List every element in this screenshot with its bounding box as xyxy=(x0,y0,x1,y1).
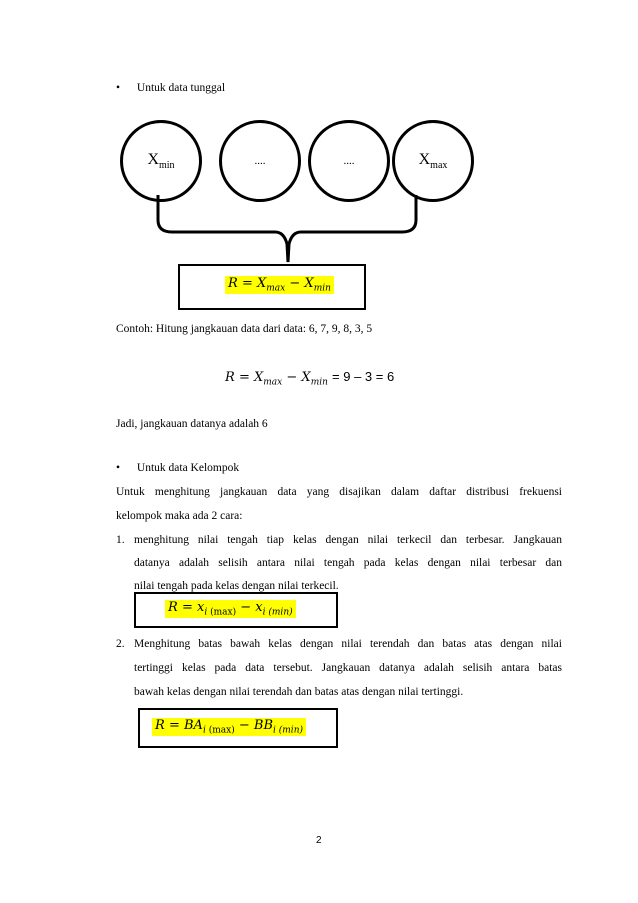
item-2-number: 2. xyxy=(116,638,125,650)
formula-4-s1b: (max) xyxy=(208,725,235,736)
formula-4-r: R xyxy=(155,718,165,733)
formula-box-1 xyxy=(178,264,366,310)
item-2-line-1: Menghitung batas bawah kelas dengan nilai terendah dan batas atas dengan nilai xyxy=(134,638,562,650)
circle-dots-1-text: .... xyxy=(254,155,266,167)
paragraph-line-2: kelompok maka ada 2 cara: xyxy=(116,510,243,522)
item-2-line-2: tertinggi kelas pada data tersebut. Jangkauan datanya adalah selisih antara batas xyxy=(134,662,562,674)
formula-2-eq: = xyxy=(238,370,250,385)
circle-xmax-sub: max xyxy=(430,160,448,172)
item-2-line-3: bawah kelas dengan nilai terendah dan batas atas dengan nilai tertinggi. xyxy=(134,686,464,698)
formula-2-s1: max xyxy=(263,377,283,388)
formula-4-s2b: (min) xyxy=(278,725,303,736)
formula-1-s1: max xyxy=(266,283,286,294)
formula-4-s1a: i xyxy=(202,725,206,736)
formula-1-minus: − xyxy=(289,276,301,291)
formula-1-x1: X xyxy=(256,276,267,291)
formula-3-x1: x xyxy=(196,600,205,615)
item-1-number: 1. xyxy=(116,534,125,546)
example-text: Contoh: Hitung jangkauan data dari data: 6, 7, 9, 8, 3, 5 xyxy=(116,323,373,335)
formula-2-result: = 9 – 3 = 6 xyxy=(332,369,395,384)
bullet-2-text: Untuk data Kelompok xyxy=(136,462,240,474)
formula-4-eq: = xyxy=(168,718,180,733)
formula-4 xyxy=(152,718,306,736)
formula-4-minus: − xyxy=(238,718,250,733)
formula-4-x1: BA xyxy=(183,718,203,733)
circle-xmin-main: X xyxy=(147,150,159,168)
formula-2 xyxy=(225,369,394,388)
formula-1-r: R xyxy=(228,276,238,291)
formula-2-r: R xyxy=(225,370,235,385)
bullet-marker: • xyxy=(116,82,121,94)
formula-3-s2a: i xyxy=(262,607,266,618)
formula-4-x2: BB xyxy=(253,718,273,733)
formula-2-x2: X xyxy=(301,370,311,385)
formula-4-s2a: i xyxy=(273,725,276,736)
formula-3-r: R xyxy=(168,600,178,615)
paragraph-line-1: Untuk menghitung jangkauan data yang disajikan dalam daftar distribusi frekuensi xyxy=(116,486,562,498)
conclusion-text: Jadi, jangkauan datanya adalah 6 xyxy=(116,418,268,430)
item-1-line-3: nilai tengah pada kelas dengan nilai terkecil. xyxy=(134,580,339,592)
page-number: 2 xyxy=(316,835,322,846)
bullet-2 xyxy=(116,462,239,474)
formula-3 xyxy=(165,600,296,618)
item-1-line-1: menghitung nilai tengah tiap kelas dengan nilai terkecil dan terbesar. Jangkauan xyxy=(134,534,562,546)
formula-1-x2: X xyxy=(304,276,314,291)
formula-3-eq: = xyxy=(181,600,193,615)
formula-2-s2: min xyxy=(310,377,328,388)
formula-2-x1: X xyxy=(253,370,264,385)
formula-1-eq: = xyxy=(241,276,253,291)
formula-1 xyxy=(225,276,334,294)
formula-1-s2: min xyxy=(313,283,331,294)
formula-3-s1a: i xyxy=(204,607,208,618)
formula-3-s1b: (max) xyxy=(210,607,237,618)
formula-3-x2: x xyxy=(255,600,263,615)
circle-xmax-main: X xyxy=(418,150,431,168)
formula-box-3 xyxy=(134,592,338,628)
formula-box-4 xyxy=(138,708,338,748)
circle-xmin-sub: min xyxy=(159,160,175,172)
formula-2-minus: − xyxy=(286,370,298,385)
circle-dots-2-text: .... xyxy=(343,155,355,167)
item-1-line-2: datanya adalah selisih antara nilai tengah pada kelas dengan nilai terbesar dan xyxy=(134,557,562,569)
formula-3-s2b: (min) xyxy=(268,607,293,618)
bullet-1-text: Untuk data tunggal xyxy=(136,82,226,94)
formula-3-minus: − xyxy=(240,600,252,615)
bullet-marker: • xyxy=(116,462,121,474)
